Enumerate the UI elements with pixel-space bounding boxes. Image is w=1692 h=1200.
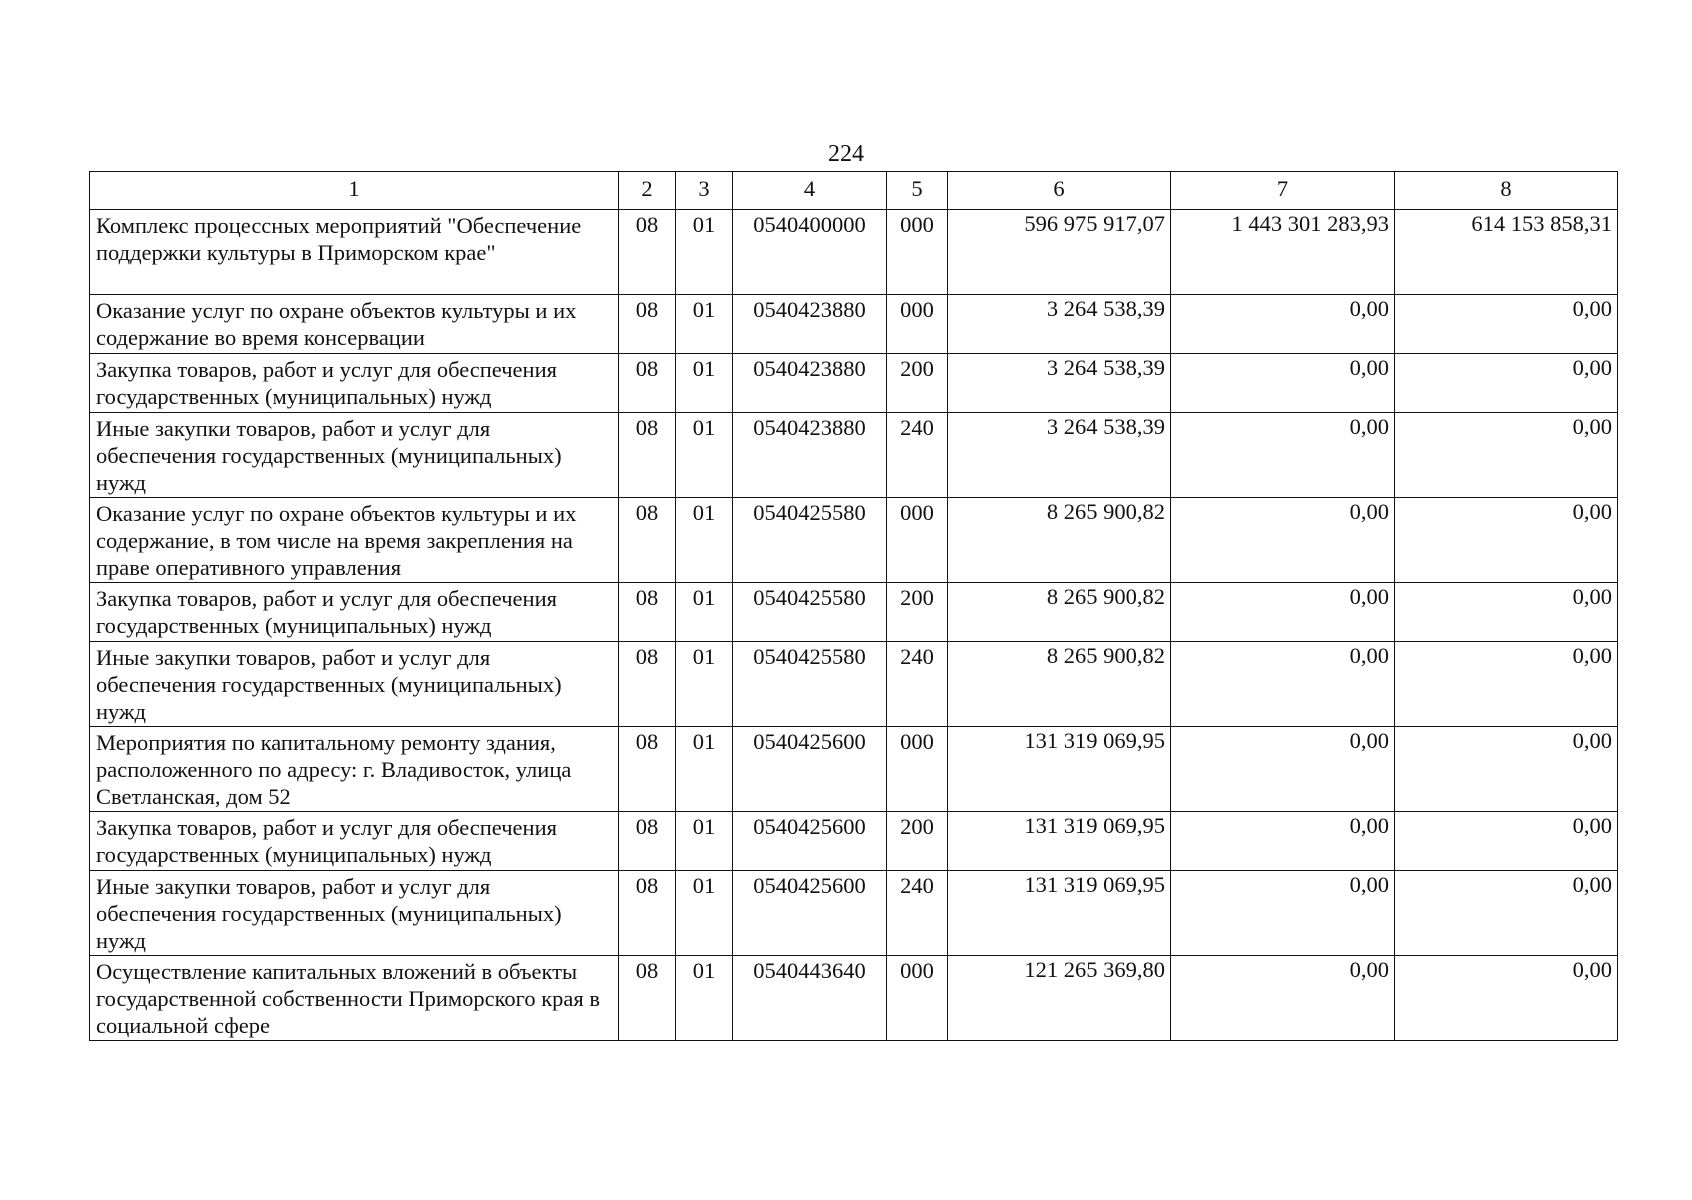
section-code: 08 [619,871,676,956]
amount-col-7: 0,00 [1171,956,1395,1041]
item-name: Осуществление капитальных вложений в объекты государственной собственности Приморского края в социальной сфере [90,956,619,1041]
amount-col-6: 3 264 538,39 [948,295,1171,354]
expense-type-code: 000 [887,210,948,295]
section-code: 08 [619,642,676,727]
section-code: 08 [619,413,676,498]
column-number: 3 [676,172,733,210]
target-code: 0540400000 [733,210,887,295]
subsection-code: 01 [676,210,733,295]
target-code: 0540423880 [733,354,887,413]
column-number: 7 [1171,172,1395,210]
subsection-code: 01 [676,956,733,1041]
expense-type-code: 200 [887,354,948,413]
target-code: 0540425600 [733,871,887,956]
target-code: 0540425580 [733,642,887,727]
target-code: 0540425580 [733,583,887,642]
item-name: Иные закупки товаров, работ и услуг для обеспечения государственных (муниципальных) нужд [90,413,619,498]
amount-col-8: 0,00 [1395,642,1618,727]
amount-col-8: 0,00 [1395,956,1618,1041]
amount-col-6: 121 265 369,80 [948,956,1171,1041]
table-row [90,871,1618,956]
expense-type-code: 240 [887,642,948,727]
table-row [90,727,1618,812]
amount-col-6: 131 319 069,95 [948,812,1171,871]
section-code: 08 [619,210,676,295]
table-row [90,583,1618,642]
amount-col-8: 0,00 [1395,498,1618,583]
amount-col-7: 0,00 [1171,413,1395,498]
table-row [90,642,1618,727]
column-number: 6 [948,172,1171,210]
item-name: Закупка товаров, работ и услуг для обеспечения государственных (муниципальных) нужд [90,812,619,871]
target-code: 0540423880 [733,413,887,498]
amount-col-7: 0,00 [1171,354,1395,413]
column-number: 5 [887,172,948,210]
amount-col-6: 3 264 538,39 [948,413,1171,498]
column-number: 2 [619,172,676,210]
expense-type-code: 000 [887,956,948,1041]
expense-type-code: 000 [887,295,948,354]
subsection-code: 01 [676,354,733,413]
item-name: Закупка товаров, работ и услуг для обеспечения государственных (муниципальных) нужд [90,583,619,642]
section-code: 08 [619,727,676,812]
subsection-code: 01 [676,642,733,727]
amount-col-6: 131 319 069,95 [948,727,1171,812]
column-number: 8 [1395,172,1618,210]
amount-col-6: 8 265 900,82 [948,498,1171,583]
amount-col-7: 0,00 [1171,498,1395,583]
table-row [90,812,1618,871]
amount-col-7: 0,00 [1171,812,1395,871]
target-code: 0540425600 [733,812,887,871]
amount-col-6: 8 265 900,82 [948,642,1171,727]
column-number-row [90,172,1618,210]
section-code: 08 [619,498,676,583]
subsection-code: 01 [676,413,733,498]
table-row [90,354,1618,413]
subsection-code: 01 [676,583,733,642]
table-row [90,413,1618,498]
subsection-code: 01 [676,812,733,871]
amount-col-8: 614 153 858,31 [1395,210,1618,295]
page-number: 224 [828,141,864,167]
target-code: 0540443640 [733,956,887,1041]
amount-col-8: 0,00 [1395,727,1618,812]
table-row [90,210,1618,295]
expense-type-code: 240 [887,413,948,498]
amount-col-8: 0,00 [1395,295,1618,354]
item-name: Мероприятия по капитальному ремонту здания, расположенного по адресу: г. Владивосток, улица Светланская, дом 52 [90,727,619,812]
section-code: 08 [619,295,676,354]
item-name: Иные закупки товаров, работ и услуг для обеспечения государственных (муниципальных) нужд [90,642,619,727]
amount-col-7: 0,00 [1171,642,1395,727]
subsection-code: 01 [676,295,733,354]
item-name: Комплекс процессных мероприятий "Обеспечение поддержки культуры в Приморском крае" [90,210,619,295]
section-code: 08 [619,812,676,871]
amount-col-8: 0,00 [1395,413,1618,498]
amount-col-8: 0,00 [1395,871,1618,956]
target-code: 0540425600 [733,727,887,812]
amount-col-6: 131 319 069,95 [948,871,1171,956]
amount-col-7: 0,00 [1171,871,1395,956]
column-number: 4 [733,172,887,210]
section-code: 08 [619,956,676,1041]
amount-col-8: 0,00 [1395,812,1618,871]
subsection-code: 01 [676,871,733,956]
amount-col-8: 0,00 [1395,583,1618,642]
subsection-code: 01 [676,498,733,583]
amount-col-7: 1 443 301 283,93 [1171,210,1395,295]
target-code: 0540423880 [733,295,887,354]
amount-col-7: 0,00 [1171,727,1395,812]
target-code: 0540425580 [733,498,887,583]
amount-col-8: 0,00 [1395,354,1618,413]
subsection-code: 01 [676,727,733,812]
item-name: Иные закупки товаров, работ и услуг для обеспечения государственных (муниципальных) нужд [90,871,619,956]
budget-table [89,171,1618,1041]
expense-type-code: 000 [887,498,948,583]
expense-type-code: 240 [887,871,948,956]
table-row [90,295,1618,354]
expense-type-code: 200 [887,812,948,871]
amount-col-6: 3 264 538,39 [948,354,1171,413]
amount-col-7: 0,00 [1171,583,1395,642]
expense-type-code: 200 [887,583,948,642]
table-row [90,498,1618,583]
section-code: 08 [619,354,676,413]
item-name: Оказание услуг по охране объектов культуры и их содержание, в том числе на время закрепления на праве оперативного управления [90,498,619,583]
item-name: Закупка товаров, работ и услуг для обеспечения государственных (муниципальных) нужд [90,354,619,413]
table-row [90,956,1618,1041]
amount-col-6: 596 975 917,07 [948,210,1171,295]
item-name: Оказание услуг по охране объектов культуры и их содержание во время консервации [90,295,619,354]
amount-col-6: 8 265 900,82 [948,583,1171,642]
amount-col-7: 0,00 [1171,295,1395,354]
expense-type-code: 000 [887,727,948,812]
column-number: 1 [90,172,619,210]
section-code: 08 [619,583,676,642]
